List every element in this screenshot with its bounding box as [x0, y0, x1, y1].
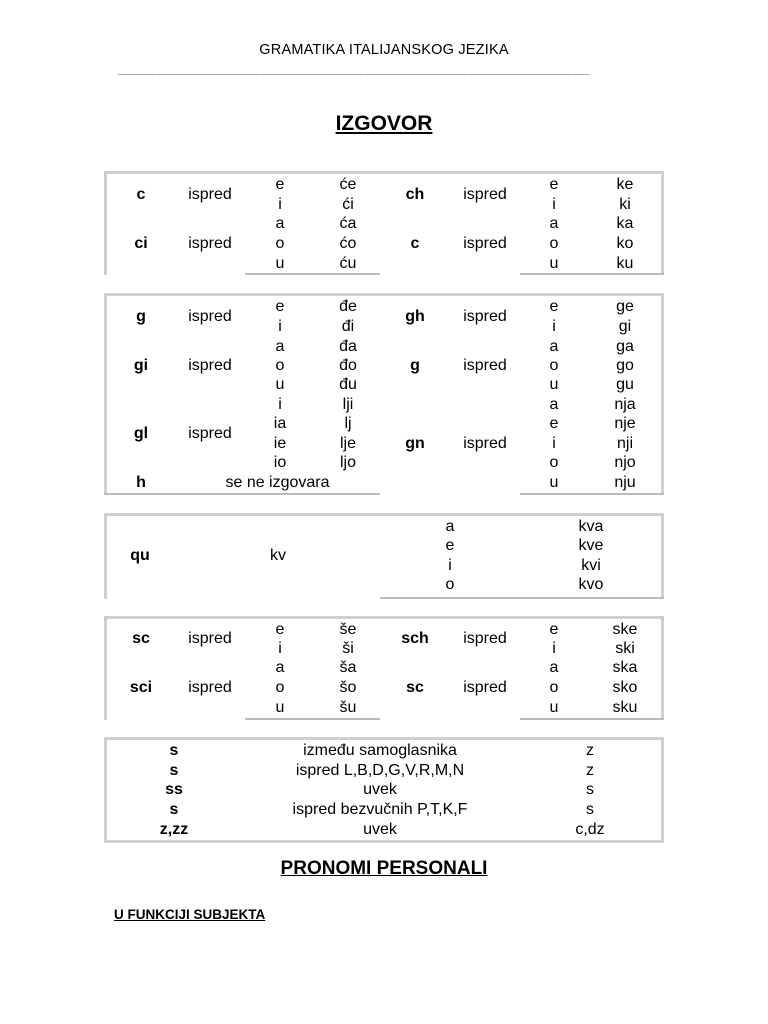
table-cell: ispred	[188, 630, 232, 647]
table-cell: s	[169, 762, 179, 779]
table-cell: u	[549, 376, 559, 393]
table-cell: a	[549, 659, 559, 676]
table-cell: c,dz	[575, 821, 605, 838]
table-cell: ski	[615, 640, 635, 657]
table-cell: ću	[339, 255, 357, 272]
table-cell: sci	[129, 679, 153, 696]
table-cell: o	[275, 357, 285, 374]
table-cell: ši	[342, 640, 354, 657]
table-cell: njo	[614, 454, 636, 471]
table-cell: ia	[273, 415, 287, 432]
table-cell: ćo	[339, 235, 357, 252]
table-cell: nju	[614, 474, 636, 491]
table-cell: kve	[578, 537, 604, 554]
table-cell: nje	[614, 415, 636, 432]
table-cell: ća	[339, 215, 357, 232]
table-cell: io	[273, 454, 287, 471]
divider	[245, 718, 380, 720]
table-cell: kv	[270, 547, 286, 564]
table-cell: šo	[339, 679, 357, 696]
table-cell: se ne izgovara	[225, 474, 330, 491]
table-cell: ci	[134, 235, 148, 252]
table-cell: sko	[612, 679, 638, 696]
divider	[104, 493, 380, 495]
table-cell: gi	[133, 357, 149, 374]
table-cell: šu	[339, 699, 357, 716]
table-cell: ispred	[463, 235, 507, 252]
table-cell: a	[275, 215, 285, 232]
table-cell: ska	[612, 659, 638, 676]
table-cell: gn	[405, 435, 425, 452]
table-cell: gu	[616, 376, 634, 393]
table-cell: sch	[401, 630, 429, 647]
table-cell: e	[549, 621, 559, 638]
table-cell: a	[549, 396, 559, 413]
table-cell: e	[275, 621, 285, 638]
table-cell: ispred	[463, 186, 507, 203]
table-cell: e	[549, 176, 559, 193]
subsection-title: U FUNKCIJI SUBJEKTA	[114, 907, 266, 922]
table-cell: u	[549, 474, 559, 491]
table-cell: ga	[616, 338, 634, 355]
table-cell: uvek	[363, 821, 397, 838]
table-cell: đa	[339, 338, 357, 355]
table-cell: ki	[619, 196, 631, 213]
table-cell: ss	[165, 781, 183, 798]
table-cell: o	[549, 454, 559, 471]
table-cell: kvi	[581, 557, 601, 574]
table-cell: o	[275, 679, 285, 696]
table-cell: lj	[344, 415, 352, 432]
table-cell: i	[278, 396, 282, 413]
table-cell: ispred	[188, 425, 232, 442]
table-cell: đe	[339, 298, 357, 315]
table-cell: e	[275, 176, 285, 193]
table-cell: c	[136, 186, 146, 203]
table-cell: s	[169, 801, 179, 818]
table-cell: ku	[616, 255, 634, 272]
table-cell: i	[278, 196, 282, 213]
table-cell: i	[552, 435, 556, 452]
table-cell: g	[410, 357, 420, 374]
table-cell: a	[275, 338, 285, 355]
table-cell: ispred	[463, 357, 507, 374]
table-cell: i	[552, 640, 556, 657]
table-cell: ispred	[188, 308, 232, 325]
table-cell: sc	[132, 630, 150, 647]
table-cell: lje	[339, 435, 356, 452]
table-cell: ispred bezvučnih P,T,K,F	[292, 801, 468, 818]
page-header: GRAMATIKA ITALIJANSKOG JEZIKA	[259, 42, 509, 58]
table-cell: i	[552, 196, 556, 213]
table-cell: nja	[614, 396, 636, 413]
table-cell: z	[586, 742, 594, 759]
table-cell: ispred	[463, 630, 507, 647]
table-cell: i	[448, 557, 452, 574]
divider	[104, 174, 106, 274]
table-cell: u	[549, 699, 559, 716]
table-cell: ša	[339, 659, 357, 676]
table-cell: o	[445, 576, 455, 593]
table-cell: h	[136, 474, 146, 491]
section-title: PRONOMI PERSONALI	[280, 858, 488, 879]
table-cell: ispred	[463, 679, 507, 696]
table-cell: ispred	[188, 235, 232, 252]
table-cell: še	[339, 621, 357, 638]
table-cell: kvo	[578, 576, 604, 593]
table-cell: o	[549, 679, 559, 696]
table-cell: ch	[405, 186, 425, 203]
header-rule: ____________________________________________________________________	[118, 62, 590, 75]
table-cell: i	[552, 318, 556, 335]
table-cell: gl	[133, 425, 149, 442]
table-cell: e	[275, 298, 285, 315]
table-cell: o	[549, 235, 559, 252]
page-title: IZGOVOR	[335, 112, 433, 135]
table-cell: ispred L,B,D,G,V,R,M,N	[295, 762, 465, 779]
table-cell: ispred	[463, 435, 507, 452]
table-cell: i	[278, 318, 282, 335]
table-cell: sku	[612, 699, 638, 716]
table-cell: e	[445, 537, 455, 554]
divider	[520, 718, 664, 720]
table-cell: ske	[612, 621, 638, 638]
table-cell: uvek	[363, 781, 397, 798]
table-cell: s	[169, 742, 179, 759]
table-cell: qu	[130, 547, 150, 564]
table-cell: s	[586, 801, 594, 818]
table-cell: c	[410, 235, 420, 252]
table-cell: gh	[405, 308, 425, 325]
table-cell: a	[275, 659, 285, 676]
table-cell: o	[549, 357, 559, 374]
table-cell: a	[549, 215, 559, 232]
table-cell: ći	[342, 196, 354, 213]
table-cell: z,zz	[159, 821, 189, 838]
table-cell: u	[275, 699, 285, 716]
table-cell: ispred	[188, 357, 232, 374]
table-cell: ge	[616, 298, 634, 315]
table-cell: đi	[341, 318, 355, 335]
table-cell: z	[586, 762, 594, 779]
table-cell: sc	[406, 679, 424, 696]
table-cell: između samoglasnika	[303, 742, 457, 759]
table-cell: đu	[339, 376, 357, 393]
table-cell: ka	[616, 215, 634, 232]
table-cell: gi	[618, 318, 632, 335]
table-cell: u	[275, 376, 285, 393]
table-cell: ispred	[188, 679, 232, 696]
table-cell: s	[586, 781, 594, 798]
table-cell: đo	[339, 357, 357, 374]
table-cell: ljo	[339, 454, 356, 471]
table-cell: go	[616, 357, 634, 374]
table-cell: nji	[616, 435, 633, 452]
table-cell: a	[445, 518, 455, 535]
table-cell: kva	[578, 518, 604, 535]
divider	[380, 597, 664, 599]
table-cell: će	[339, 176, 357, 193]
table-cell: g	[136, 308, 146, 325]
table-cell: ke	[616, 176, 634, 193]
table-cell: e	[549, 415, 559, 432]
table-cell: lji	[342, 396, 354, 413]
table-cell: u	[275, 255, 285, 272]
table-cell: ispred	[188, 186, 232, 203]
table-cell: u	[549, 255, 559, 272]
table-cell: ispred	[463, 308, 507, 325]
table-cell: a	[549, 338, 559, 355]
table-cell: e	[549, 298, 559, 315]
table-cell: ie	[273, 435, 287, 452]
divider	[520, 493, 664, 495]
table-cell: o	[275, 235, 285, 252]
table-cell: ko	[616, 235, 634, 252]
table-cell: i	[278, 640, 282, 657]
